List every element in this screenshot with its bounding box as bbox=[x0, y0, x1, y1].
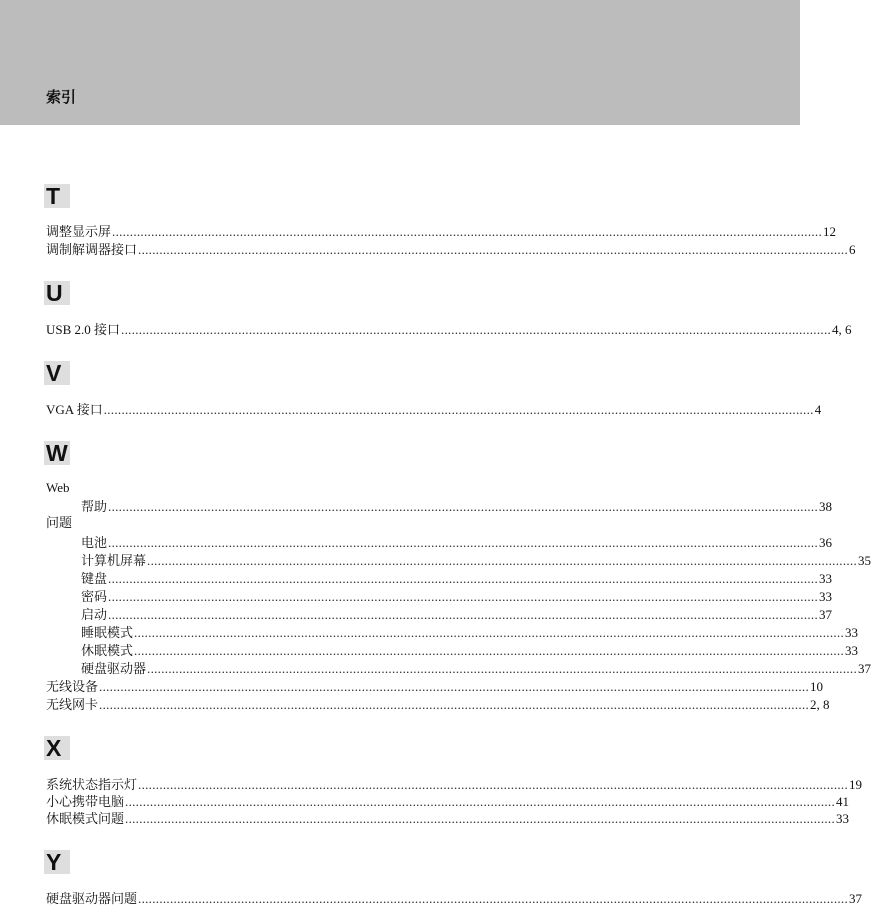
page-ref: 2, 8 bbox=[810, 697, 830, 712]
leader-dots: ........................................................................................................................................................................................................ bbox=[112, 224, 823, 239]
index-entry[interactable] bbox=[46, 240, 856, 258]
index-term: 计算机屏幕 bbox=[81, 553, 147, 568]
section-letter-t: T bbox=[46, 183, 61, 209]
section-letter-v: V bbox=[46, 360, 62, 386]
leader-dots: ........................................................................................................................................................................................................ bbox=[125, 811, 836, 826]
page-ref: 36 bbox=[819, 535, 833, 550]
leader-dots: ........................................................................................................................................................................................................ bbox=[99, 697, 810, 712]
section-letter-u: U bbox=[46, 280, 63, 306]
page-ref: 19 bbox=[849, 777, 863, 792]
page-ref: 37 bbox=[849, 891, 863, 906]
index-term: 休眠模式问题 bbox=[46, 811, 125, 826]
leader-dots: ........................................................................................................................................................................................................ bbox=[134, 643, 845, 658]
index-term: USB 2.0 接口 bbox=[46, 322, 121, 337]
index-term: 睡眠模式 bbox=[81, 625, 134, 640]
page-ref: 38 bbox=[819, 499, 833, 514]
index-term: 小心携带电脑 bbox=[46, 794, 125, 809]
page-title: 索引 bbox=[46, 88, 77, 106]
index-entry[interactable] bbox=[46, 809, 850, 827]
index-term: VGA 接口 bbox=[46, 402, 103, 417]
page-ref: 33 bbox=[819, 571, 833, 586]
index-heading: Web bbox=[46, 480, 70, 495]
page-ref: 4 bbox=[814, 402, 822, 417]
page-ref: 12 bbox=[823, 224, 837, 239]
index-subentry[interactable] bbox=[81, 569, 833, 587]
index-term: 休眠模式 bbox=[81, 643, 134, 658]
leader-dots: ........................................................................................................................................................................................................ bbox=[103, 402, 814, 417]
leader-dots: ........................................................................................................................................................................................................ bbox=[138, 891, 849, 906]
index-term: 无线设备 bbox=[46, 679, 99, 694]
leader-dots: ........................................................................................................................................................................................................ bbox=[138, 242, 849, 257]
leader-dots: ........................................................................................................................................................................................................ bbox=[147, 661, 858, 676]
index-term: 启动 bbox=[81, 607, 108, 622]
leader-dots: ........................................................................................................................................................................................................ bbox=[134, 625, 845, 640]
index-term: 密码 bbox=[81, 589, 108, 604]
leader-dots: ........................................................................................................................................................................................................ bbox=[108, 607, 819, 622]
index-term: 无线网卡 bbox=[46, 697, 99, 712]
page-ref: 37 bbox=[819, 607, 833, 622]
leader-dots: ........................................................................................................................................................................................................ bbox=[99, 679, 810, 694]
page-ref: 33 bbox=[836, 811, 850, 826]
index-entry[interactable] bbox=[46, 792, 850, 810]
leader-dots: ........................................................................................................................................................................................................ bbox=[108, 571, 819, 586]
section-letter-w: W bbox=[46, 440, 68, 466]
leader-dots: ........................................................................................................................................................................................................ bbox=[121, 322, 832, 337]
index-heading: 问题 bbox=[46, 515, 73, 530]
index-term: 硬盘驱动器 bbox=[81, 661, 147, 676]
index-entry[interactable] bbox=[46, 889, 863, 907]
index-subentry[interactable] bbox=[81, 497, 833, 515]
page-ref: 10 bbox=[810, 679, 824, 694]
page-ref: 41 bbox=[836, 794, 850, 809]
page-ref: 33 bbox=[845, 643, 859, 658]
page-ref: 37 bbox=[858, 661, 871, 676]
index-subentry[interactable] bbox=[81, 623, 859, 641]
index-term: 帮助 bbox=[81, 499, 108, 514]
index-entry[interactable] bbox=[46, 677, 824, 695]
leader-dots: ........................................................................................................................................................................................................ bbox=[138, 777, 849, 792]
index-term: 调制解调器接口 bbox=[46, 242, 138, 257]
index-subentry[interactable] bbox=[81, 641, 859, 659]
section-letter-x: X bbox=[46, 735, 62, 761]
index-entry[interactable] bbox=[46, 775, 863, 793]
page-ref: 33 bbox=[819, 589, 833, 604]
index-entry[interactable] bbox=[46, 695, 830, 713]
index-term: 系统状态指示灯 bbox=[46, 777, 138, 792]
index-term: 调整显示屏 bbox=[46, 224, 112, 239]
leader-dots: ........................................................................................................................................................................................................ bbox=[108, 499, 819, 514]
index-subentry[interactable] bbox=[81, 551, 871, 569]
index-subentry[interactable] bbox=[81, 533, 833, 551]
page-ref: 33 bbox=[845, 625, 859, 640]
page-ref: 6 bbox=[849, 242, 856, 257]
index-entry[interactable] bbox=[46, 222, 837, 240]
section-letter-y: Y bbox=[46, 849, 62, 875]
leader-dots: ........................................................................................................................................................................................................ bbox=[108, 535, 819, 550]
page-ref: 35 bbox=[858, 553, 871, 568]
index-subentry[interactable] bbox=[81, 659, 871, 677]
index-term: 键盘 bbox=[81, 571, 108, 586]
header-band bbox=[0, 0, 800, 125]
leader-dots: ........................................................................................................................................................................................................ bbox=[147, 553, 858, 568]
leader-dots: ........................................................................................................................................................................................................ bbox=[108, 589, 819, 604]
leader-dots: ........................................................................................................................................................................................................ bbox=[125, 794, 836, 809]
index-entry[interactable] bbox=[46, 320, 852, 338]
index-subentry[interactable] bbox=[81, 605, 833, 623]
index-subentry[interactable] bbox=[81, 587, 833, 605]
page-ref: 4, 6 bbox=[832, 322, 852, 337]
index-term: 硬盘驱动器问题 bbox=[46, 891, 138, 906]
index-term: 电池 bbox=[81, 535, 108, 550]
index-entry[interactable] bbox=[46, 400, 822, 418]
